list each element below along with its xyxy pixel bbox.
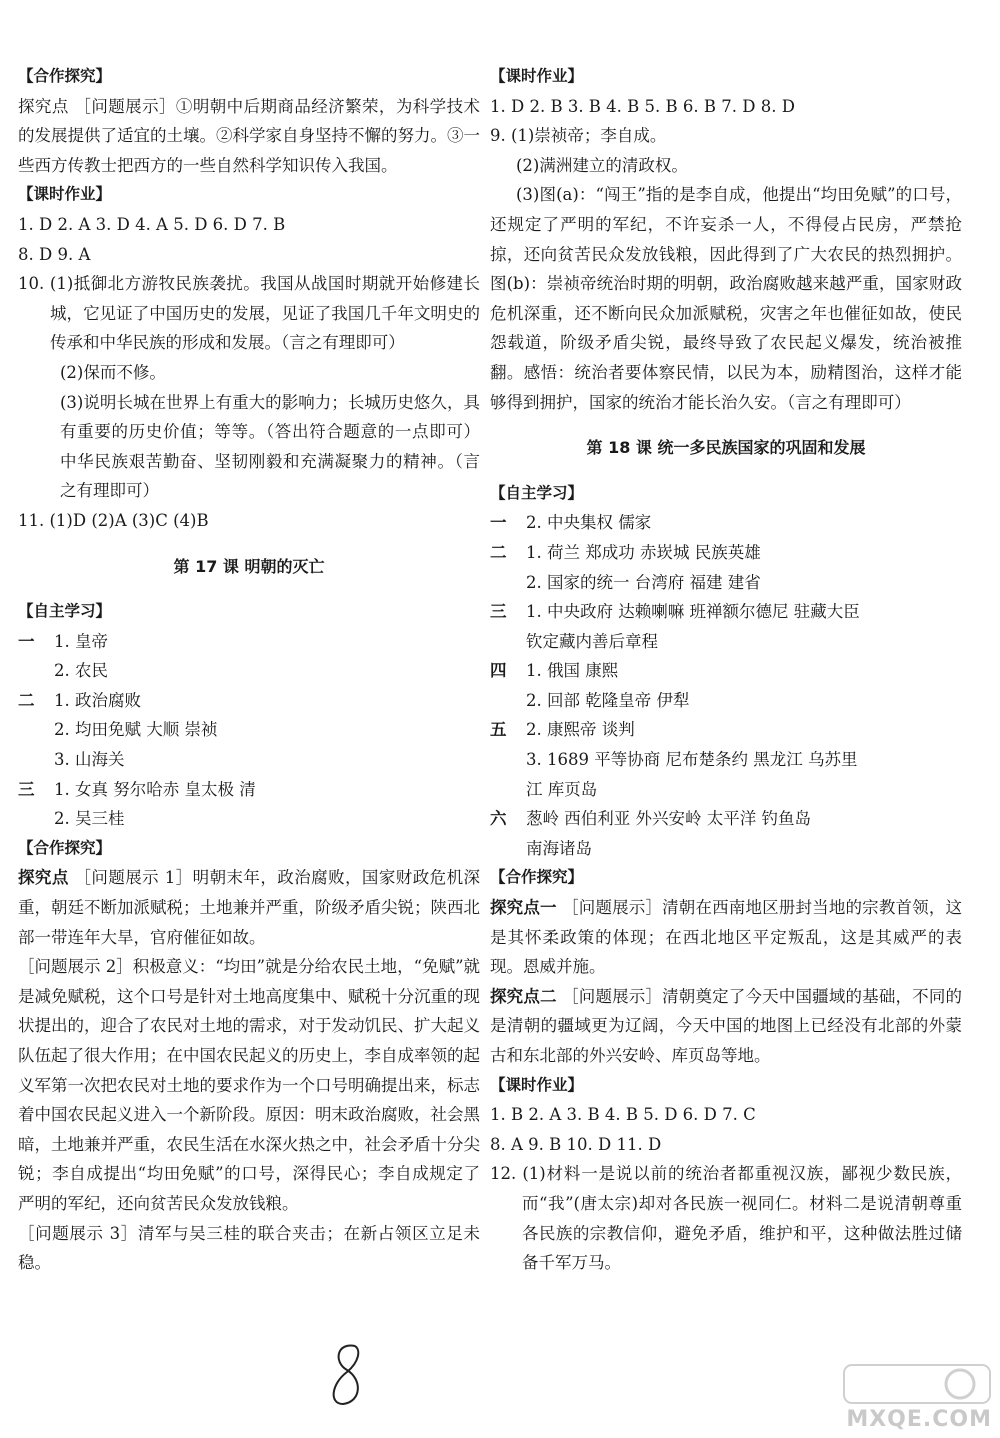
section-heading: 【合作探究】: [18, 838, 112, 857]
item-text: 1. 政治腐败: [54, 690, 141, 710]
question-12: 12. (1)材料一是说以前的统治者都重视汉族，鄙视少数民族，而“我”(唐太宗)却对各民族一视同仁。材料二是说清朝尊重各民族的宗教信仰，避免矛盾，维护和平，这种做法胜过储备千军万马。: [490, 1164, 962, 1273]
list-item: [490, 568, 962, 598]
list-item: [490, 508, 962, 538]
list-item: [18, 627, 480, 657]
explore-text: ［问题展示 1］明朝末年，政治腐败，国家财政危机深重，朝廷不断加派赋税；土地兼并严重，阶级矛盾尖锐；陕西北部一带连年大旱，官府催征如故。: [18, 868, 480, 947]
left-column: [18, 62, 480, 1278]
item-number: [18, 656, 54, 686]
item-text: 2. 中央集权 儒家: [526, 513, 652, 533]
right-column: [490, 62, 962, 1278]
explore-point: [18, 863, 480, 952]
section-heading: 【自主学习】: [18, 602, 112, 621]
item-number: [490, 745, 526, 775]
watermark: [842, 1361, 992, 1432]
answer-line: 8. A 9. B 10. D 11. D: [490, 1134, 662, 1154]
list-item: [18, 745, 480, 775]
item-text: 钦定藏内善后章程: [526, 631, 658, 651]
item-text: 3. 1689 平等协商 尼布楚条约 黑龙江 乌苏里: [526, 750, 858, 770]
answer-line: 1. D 2. B 3. B 4. B 5. B 6. B 7. D 8. D: [490, 96, 795, 116]
item-text: 1. 俄国 康熙: [526, 661, 619, 681]
question-9-part1: 9. (1)崇祯帝；李自成。: [490, 126, 667, 146]
item-text: 2. 吴三桂: [54, 809, 125, 829]
answer-line: 8. D 9. A: [18, 244, 91, 264]
item-text: 2. 国家的统一 台湾府 福建 建省: [526, 572, 761, 592]
question-10-part2: (2)保而不修。: [60, 362, 166, 382]
lesson-17-title: 第 17 课 明朝的灭亡: [173, 556, 325, 576]
item-number: [18, 745, 54, 775]
list-item: [490, 597, 962, 627]
item-number: 一: [490, 513, 507, 533]
section-heading: 【课时作业】: [490, 1075, 584, 1094]
list-item: [490, 715, 962, 745]
item-text: 1. 中央政府 达赖喇嘛 班禅额尔德尼 驻藏大臣: [526, 602, 860, 622]
item-number: 一: [18, 631, 35, 651]
item-text: 2. 回部 乾隆皇帝 伊犁: [526, 690, 690, 710]
item-number: [490, 834, 526, 864]
list-item: [490, 745, 962, 775]
self-study-list: [490, 508, 962, 863]
item-number: 二: [18, 690, 35, 710]
explore-label: 探究点一: [490, 898, 557, 918]
item-number: 六: [490, 809, 507, 829]
item-text: 2. 农民: [54, 661, 108, 681]
question-9-part3: (3)图(a)：“闯王”指的是李自成，他提出“均田免赋”的口号，还规定了严明的军纪，不许妄杀一人，不得侵占民房，严禁抢掠，还向贫苦民众发放钱粮，因此得到了广大农民的热烈拥护。图(b)：崇祯帝统治时期的明朝，政治腐败越来越严重，国家财政危机深重，还不断向民众加派赋税，灾害之年也催征如故，使民怨载道，阶级矛盾尖锐，最终导致了农民起义爆发，统治被推翻。感悟：统治者要体察民情，以民为本，励精图治，这样才能够得到拥护，国家的统治才能长治久安。（言之有理即可）: [490, 185, 962, 412]
item-number: [490, 627, 526, 657]
answer-paragraph: [18, 92, 480, 181]
question-10-part1: 10. (1)抵御北方游牧民族袭扰。我国从战国时期就开始修建长城，它见证了中国历史的发展，见证了我国几千年文明史的传承和中华民族的形成和发展。（言之有理即可）: [18, 274, 480, 353]
item-number: [490, 775, 526, 805]
list-item: [490, 627, 962, 657]
explore-point-3: ［问题展示 3］清军与吴三桂的联合夹击；在新占领区立足未稳。: [18, 1223, 480, 1273]
list-item: [18, 656, 480, 686]
explore-label: 探究点二: [490, 986, 557, 1006]
item-text: 3. 山海关: [54, 750, 125, 770]
self-study-list: [18, 627, 480, 834]
list-item: [18, 775, 480, 805]
item-number: 三: [18, 779, 35, 799]
section-heading: 【课时作业】: [18, 185, 112, 204]
section-heading: 【自主学习】: [490, 483, 584, 502]
question-9-part2: (2)满洲建立的清政权。: [516, 155, 688, 175]
list-item: [490, 686, 962, 716]
item-number: [18, 715, 54, 745]
explore-point-1: [490, 893, 962, 982]
item-text: 2. 均田免赋 大顺 崇祯: [54, 720, 218, 740]
explore-label: 探究点: [18, 868, 69, 888]
explore-point-2: [490, 982, 962, 1071]
item-number: 四: [490, 661, 507, 681]
list-item: [18, 715, 480, 745]
question-11: 11. (1)D (2)A (3)C (4)B: [18, 510, 209, 530]
watermark-logo: [842, 1361, 992, 1407]
item-number: [18, 804, 54, 834]
section-heading: 【课时作业】: [490, 67, 584, 85]
paragraph-text: 探究点 ［问题展示］①明朝中后期商品经济繁荣，为科学技术的发展提供了适宜的土壤。②科学家自身坚持不懈的努力。③一些西方传教士把西方的一些自然科学知识传入我国。: [18, 96, 480, 175]
lesson-18-title: 第 18 课 统一多民族国家的巩固和发展: [586, 438, 866, 458]
item-text: 1. 皇帝: [54, 631, 108, 651]
section-heading: 【合作探究】: [490, 868, 584, 887]
list-item: [490, 804, 962, 834]
answer-line: 1. D 2. A 3. D 4. A 5. D 6. D 7. B: [18, 214, 286, 234]
item-number: [490, 686, 526, 716]
item-text: 2. 康熙帝 谈判: [526, 720, 635, 740]
item-text: 葱岭 西伯利亚 外兴安岭 太平洋 钓鱼岛: [526, 809, 811, 829]
explore-text: ［问题展示］清朝奠定了今天中国疆域的基础，不同的是清朝的疆域更为辽阔，今天中国的地图上已经没有北部的外蒙古和东北部的外兴安岭、库页岛等地。: [490, 986, 963, 1065]
item-number: 三: [490, 602, 507, 622]
list-item: [490, 656, 962, 686]
list-item: [490, 538, 962, 568]
explore-point-2: ［问题展示 2］积极意义：“均田”就是分给农民土地，“免赋”就是减免赋税，这个口号是针对土地高度集中、赋税十分沉重的现状提出的，迎合了农民对土地的需求，对于发动饥民、扩大起义队伍起了很大作用；在中国农民起义的历史上，李自成率领的起义军第一次把农民对土地的要求作为一个口号明确提出来，标志着中国农民起义进入一个新阶段。原因：明末政治腐败，社会黑暗，土地兼并严重，农民生活在水深火热之中，社会矛盾十分尖锐；李自成提出“均田免赋”的口号，深得民心；李自成规定了严明的军纪，还向贫苦民众发放钱粮。: [18, 957, 480, 1213]
list-item: [18, 686, 480, 716]
list-item: [490, 775, 962, 805]
item-number: 五: [490, 720, 507, 740]
list-item: [490, 834, 962, 864]
section-heading: 【合作探究】: [18, 67, 112, 85]
watermark-url: MXQE.COM: [846, 1407, 992, 1432]
item-number: [490, 568, 526, 598]
item-text: 南海诸岛: [526, 838, 592, 858]
item-text: 江 库页岛: [526, 779, 598, 799]
answer-line: 1. B 2. A 3. B 4. B 5. D 6. D 7. C: [490, 1105, 756, 1125]
item-number: 二: [490, 542, 507, 562]
explore-text: ［问题展示］清朝在西南地区册封当地的宗教首领，这是其怀柔政策的体现；在西北地区平定叛乱，这是其威严的表现。恩威并施。: [490, 898, 963, 977]
item-text: 1. 荷兰 郑成功 赤崁城 民族英雄: [526, 542, 761, 562]
question-10-part3: (3)说明长城在世界上有重大的影响力；长城历史悠久，具有重要的历史价值；等等。（答出符合题意的一点即可）中华民族艰苦勤奋、坚韧刚毅和充满凝聚力的精神。（言之有理即可）: [60, 392, 480, 501]
list-item: [18, 804, 480, 834]
handwritten-page-mark: [325, 1340, 371, 1410]
item-text: 1. 女真 努尔哈赤 皇太极 清: [54, 779, 256, 799]
